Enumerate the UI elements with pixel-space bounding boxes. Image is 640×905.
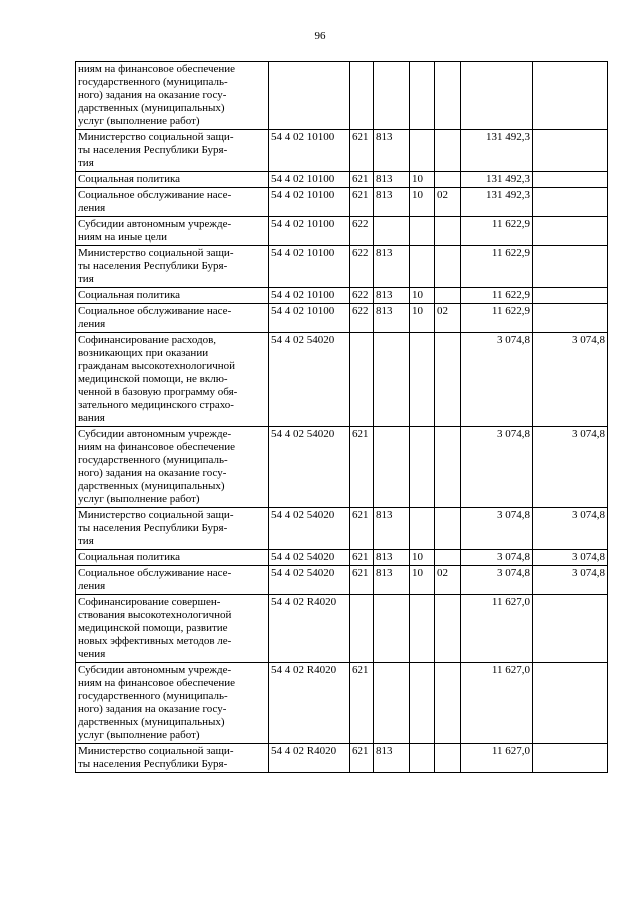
expense-type-cell: 622 (350, 217, 374, 246)
target-article-cell: 54 4 02 R4020 (269, 663, 350, 744)
table-row (76, 427, 608, 508)
ministry-code-cell: 813 (374, 246, 410, 288)
subsection-cell: 02 (435, 188, 461, 217)
amount-cell: 11 622,9 (461, 288, 533, 304)
item-name-line: Субсидии автономным учрежде- (78, 218, 232, 230)
target-article-cell: 54 4 02 54020 (269, 566, 350, 595)
federal-amount-cell: 3 074,8 (533, 566, 608, 595)
target-article-cell: 54 4 02 10100 (269, 130, 350, 172)
item-name-line: ного) задания на оказание госу- (78, 89, 227, 101)
ministry-code-cell (374, 427, 410, 508)
amount-cell: 11 627,0 (461, 595, 533, 663)
subsection-cell (435, 62, 461, 130)
subsection-cell (435, 288, 461, 304)
target-article-cell: 54 4 02 10100 (269, 288, 350, 304)
target-article-cell: 54 4 02 10100 (269, 217, 350, 246)
ministry-code-cell: 813 (374, 288, 410, 304)
item-name-line: зательного медицинского страхо- (78, 399, 234, 411)
target-article-cell (269, 62, 350, 130)
federal-amount-cell (533, 663, 608, 744)
item-name-line: ты населения Республики Буря- (78, 260, 228, 272)
section-cell (410, 744, 435, 773)
item-name-line: ты населения Республики Буря- (78, 758, 228, 770)
expense-type-cell: 621 (350, 427, 374, 508)
item-name-line: ления (78, 580, 106, 592)
amount-cell: 131 492,3 (461, 188, 533, 217)
table-row (76, 744, 608, 773)
item-name-cell (76, 62, 269, 130)
expense-type-cell: 621 (350, 663, 374, 744)
item-name-line: тия (78, 273, 94, 285)
section-cell (410, 333, 435, 427)
item-name-line: гражданам высокотехнологичной (78, 360, 236, 372)
amount-cell: 131 492,3 (461, 130, 533, 172)
ministry-code-cell: 813 (374, 172, 410, 188)
ministry-code-cell: 813 (374, 566, 410, 595)
section-cell (410, 62, 435, 130)
table-row (76, 246, 608, 288)
item-name-line: ты населения Республики Буря- (78, 144, 228, 156)
item-name-cell (76, 246, 269, 288)
item-name-cell (76, 595, 269, 663)
budget-table-body (76, 62, 608, 773)
item-name-line: дарственных (муниципальных) (78, 480, 225, 492)
item-name-line: ниям на финансовое обеспечение (78, 63, 236, 75)
target-article-cell: 54 4 02 10100 (269, 304, 350, 333)
budget-table (75, 61, 608, 773)
subsection-cell (435, 217, 461, 246)
amount-cell: 3 074,8 (461, 333, 533, 427)
item-name-line: ченной в базовую программу обя- (78, 386, 238, 398)
item-name-line: Субсидии автономным учрежде- (78, 428, 232, 440)
target-article-cell: 54 4 02 54020 (269, 508, 350, 550)
item-name-line: новых эффективных методов ле- (78, 635, 232, 647)
ministry-code-cell: 813 (374, 188, 410, 217)
expense-type-cell: 621 (350, 130, 374, 172)
item-name-cell (76, 217, 269, 246)
item-name-cell (76, 427, 269, 508)
item-name-cell (76, 550, 269, 566)
ministry-code-cell (374, 663, 410, 744)
item-name-line: дарственных (муниципальных) (78, 716, 225, 728)
expense-type-cell: 621 (350, 566, 374, 595)
ministry-code-cell (374, 333, 410, 427)
federal-amount-cell (533, 246, 608, 288)
item-name-cell (76, 508, 269, 550)
table-row (76, 663, 608, 744)
expense-type-cell: 622 (350, 304, 374, 333)
expense-type-cell (350, 595, 374, 663)
federal-amount-cell: 3 074,8 (533, 550, 608, 566)
item-name-cell (76, 188, 269, 217)
ministry-code-cell (374, 217, 410, 246)
item-name-cell (76, 172, 269, 188)
federal-amount-cell (533, 217, 608, 246)
item-name-line: Субсидии автономным учрежде- (78, 664, 232, 676)
amount-cell: 11 627,0 (461, 744, 533, 773)
target-article-cell: 54 4 02 R4020 (269, 595, 350, 663)
table-row (76, 62, 608, 130)
section-cell (410, 595, 435, 663)
ministry-code-cell: 813 (374, 130, 410, 172)
item-name-cell (76, 333, 269, 427)
subsection-cell: 02 (435, 304, 461, 333)
item-name-cell (76, 130, 269, 172)
item-name-line: ты населения Республики Буря- (78, 522, 228, 534)
item-name-line: медицинской помощи, развитие (78, 622, 228, 634)
item-name-line: Социальная политика (78, 289, 181, 301)
item-name-line: ления (78, 318, 106, 330)
item-name-line: Министерство социальной защи- (78, 247, 234, 259)
section-cell (410, 246, 435, 288)
ministry-code-cell (374, 595, 410, 663)
ministry-code-cell (374, 62, 410, 130)
ministry-code-cell: 813 (374, 550, 410, 566)
item-name-line: услуг (выполнение работ) (78, 493, 200, 505)
federal-amount-cell (533, 172, 608, 188)
item-name-line: услуг (выполнение работ) (78, 729, 200, 741)
target-article-cell: 54 4 02 10100 (269, 172, 350, 188)
section-cell (410, 427, 435, 508)
item-name-line: государственного (муниципаль- (78, 454, 228, 466)
table-row (76, 566, 608, 595)
subsection-cell (435, 427, 461, 508)
item-name-line: Софинансирование расходов, (78, 334, 217, 346)
item-name-line: ниям на финансовое обеспечение (78, 441, 236, 453)
subsection-cell (435, 595, 461, 663)
item-name-cell (76, 288, 269, 304)
subsection-cell (435, 246, 461, 288)
item-name-line: дарственных (муниципальных) (78, 102, 225, 114)
item-name-cell (76, 304, 269, 333)
item-name-line: Социальное обслуживание насе- (78, 567, 232, 579)
target-article-cell: 54 4 02 R4020 (269, 744, 350, 773)
subsection-cell (435, 663, 461, 744)
table-row (76, 217, 608, 246)
item-name-line: Софинансирование совершен- (78, 596, 221, 608)
subsection-cell: 02 (435, 566, 461, 595)
item-name-line: медицинской помощи, не вклю- (78, 373, 228, 385)
item-name-line: Социальное обслуживание насе- (78, 189, 232, 201)
item-name-line: государственного (муниципаль- (78, 690, 228, 702)
amount-cell: 11 627,0 (461, 663, 533, 744)
item-name-cell (76, 663, 269, 744)
item-name-line: вания (78, 412, 105, 424)
section-cell (410, 130, 435, 172)
section-cell: 10 (410, 304, 435, 333)
item-name-cell (76, 566, 269, 595)
item-name-line: Социальная политика (78, 173, 181, 185)
amount-cell: 3 074,8 (461, 550, 533, 566)
amount-cell: 3 074,8 (461, 427, 533, 508)
target-article-cell: 54 4 02 54020 (269, 333, 350, 427)
expense-type-cell: 621 (350, 508, 374, 550)
target-article-cell: 54 4 02 10100 (269, 246, 350, 288)
item-name-line: чения (78, 648, 106, 660)
expense-type-cell: 621 (350, 188, 374, 217)
item-name-line: ного) задания на оказание госу- (78, 467, 227, 479)
item-name-line: тия (78, 535, 94, 547)
federal-amount-cell (533, 744, 608, 773)
table-row (76, 188, 608, 217)
item-name-line: Социальная политика (78, 551, 181, 563)
ministry-code-cell: 813 (374, 508, 410, 550)
section-cell (410, 508, 435, 550)
section-cell: 10 (410, 550, 435, 566)
expense-type-cell: 622 (350, 246, 374, 288)
ministry-code-cell: 813 (374, 744, 410, 773)
item-name-line: ления (78, 202, 106, 214)
expense-type-cell: 621 (350, 550, 374, 566)
item-name-line: возникающих при оказании (78, 347, 209, 359)
table-row (76, 172, 608, 188)
amount-cell: 3 074,8 (461, 566, 533, 595)
item-name-line: ного) задания на оказание госу- (78, 703, 227, 715)
table-row (76, 508, 608, 550)
section-cell: 10 (410, 172, 435, 188)
federal-amount-cell (533, 130, 608, 172)
item-name-line: Социальное обслуживание насе- (78, 305, 232, 317)
section-cell (410, 217, 435, 246)
item-name-line: тия (78, 157, 94, 169)
item-name-line: Министерство социальной защи- (78, 745, 234, 757)
target-article-cell: 54 4 02 54020 (269, 427, 350, 508)
item-name-line: ниям на финансовое обеспечение (78, 677, 236, 689)
subsection-cell (435, 508, 461, 550)
amount-cell: 131 492,3 (461, 172, 533, 188)
item-name-line: Министерство социальной защи- (78, 131, 234, 143)
table-row (76, 130, 608, 172)
federal-amount-cell (533, 288, 608, 304)
federal-amount-cell: 3 074,8 (533, 333, 608, 427)
amount-cell: 3 074,8 (461, 508, 533, 550)
item-name-line: ниям на иные цели (78, 231, 168, 243)
subsection-cell (435, 333, 461, 427)
table-row (76, 595, 608, 663)
subsection-cell (435, 130, 461, 172)
subsection-cell (435, 172, 461, 188)
amount-cell: 11 622,9 (461, 304, 533, 333)
item-name-line: ствования высокотехнологичной (78, 609, 232, 621)
ministry-code-cell: 813 (374, 304, 410, 333)
page-number: 96 (314, 30, 326, 42)
expense-type-cell (350, 62, 374, 130)
subsection-cell (435, 550, 461, 566)
expense-type-cell: 622 (350, 288, 374, 304)
table-row (76, 550, 608, 566)
item-name-cell (76, 744, 269, 773)
amount-cell: 11 622,9 (461, 246, 533, 288)
federal-amount-cell (533, 304, 608, 333)
federal-amount-cell: 3 074,8 (533, 427, 608, 508)
table-row (76, 304, 608, 333)
table-row (76, 288, 608, 304)
federal-amount-cell (533, 595, 608, 663)
target-article-cell: 54 4 02 10100 (269, 188, 350, 217)
subsection-cell (435, 744, 461, 773)
item-name-line: Министерство социальной защи- (78, 509, 234, 521)
section-cell (410, 663, 435, 744)
expense-type-cell (350, 333, 374, 427)
table-row (76, 333, 608, 427)
item-name-line: услуг (выполнение работ) (78, 115, 200, 127)
target-article-cell: 54 4 02 54020 (269, 550, 350, 566)
amount-cell: 11 622,9 (461, 217, 533, 246)
section-cell: 10 (410, 566, 435, 595)
section-cell: 10 (410, 188, 435, 217)
federal-amount-cell (533, 188, 608, 217)
section-cell: 10 (410, 288, 435, 304)
expense-type-cell: 621 (350, 744, 374, 773)
federal-amount-cell (533, 62, 608, 130)
amount-cell (461, 62, 533, 130)
item-name-line: государственного (муниципаль- (78, 76, 228, 88)
expense-type-cell: 621 (350, 172, 374, 188)
federal-amount-cell: 3 074,8 (533, 508, 608, 550)
